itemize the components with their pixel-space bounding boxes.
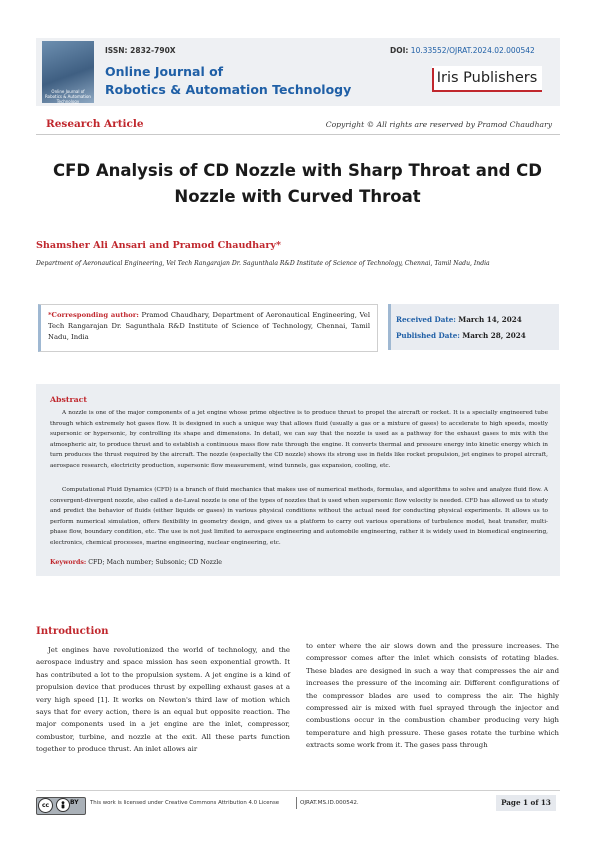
corresponding-author-text: Pramod Chaudhary, Department of Aeronautical Engineering, Vel Tech Rangarajan Dr. Sagunthala R&D Institute of Science of Technology, Chennai, Tamil Nadu, India [48,311,371,341]
received-date-value: March 14, 2024 [458,315,522,324]
introduction-heading: Introduction [36,625,109,637]
journal-name-line1: Online Journal of [105,64,224,79]
journal-cover-logo-label: Online Journal of Robotics & Automation Technology [45,89,91,104]
abstract-paragraph-2: Computational Fluid Dynamics (CFD) is a branch of fluid mechanics that makes use of numerical methods, formulas, and algorithms to solve and analyze fluid flow. A convergent-divergent nozzle, also called a de-Laval nozzle is one of the types of nozzles that is used when supersonic flow velocity is needed. CFD has allowed us to study and predict the behavior of fluids (either liquids or gases) in various physical conditions without the actual need for conducting physical experiments. It allows us to perform numerical simulation, offers flexibility in geometry design, and gives us a platform to carry out various operations of turbulence model, heat transfer, multi-phase flow, boundary condition, etc. The use is not just limited to aerospace engineering and automobile engineering, rather it is widely used in biomedical engineering, electronics, chemical processes, marine engineering, nuclear engineering, etc. [50,487,548,546]
publisher-logo: Iris Publishers [432,66,542,92]
affiliation: Department of Aeronautical Engineering, Vel Tech Rangarajan Dr. Sagunthala R&D Institute of Science of Technology, Chennai, Tamil Nadu, India [36,260,490,267]
issn: ISSN: 2832-790X [105,46,176,55]
journal-name-line2: Robotics & Automation Technology [105,82,352,97]
introduction-right-column: to enter where the air slows down and the pressure increases. The compressor comes after the inlet which consists of rotating blades. These blades are designed in such a way that compresses the air and increases the pressure of the incoming air. Different configurations of the compressor blades are used to compress the air. The highly compressed air is mixed with fuel sprayed through the injector and combustions occur in the combustion chamber producing very high temperature and high pressure. These gases rotate the turbine which extracts some work from it. The gases pass through [306,642,559,750]
published-date-label: Published Date: [396,331,460,340]
keywords-label: Keywords: [50,559,87,566]
keywords-list: CFD; Mach number; Subsonic; CD Nozzle [88,559,223,566]
article-type: Research Article [46,118,144,130]
page-number: Page 1 of 13 [496,795,556,811]
introduction-left-column: Jet engines have revolutionized the world of technology, and the aerospace industry and space mission has seen exponential growth. It has contributed a lot to the propulsion system. A jet engine is a kind of propulsion device that produces thrust by expelling exhaust gases at a very high speed [1]. It works on Newton's third law of motion which says that for every action, there is an equal but opposite reaction. The major components used in a jet engine are the inlet, compressor, combustor, turbine, and nozzle at the exit. All these parts function together to produce thrust. An inlet allows air [36,646,290,754]
footer-doi: OJRAT.MS.ID.000542. [300,800,359,806]
copyright-notice: Copyright © All rights are reserved by Pramod Chaudhary [325,120,552,129]
cc-icon: cc [38,798,53,813]
keywords [50,559,222,566]
person-icon [57,799,69,811]
doi-link[interactable]: 10.33552/OJRAT.2024.02.000542 [410,46,535,55]
published-date [396,331,526,340]
received-date [396,315,522,324]
cc-by-label: BY [70,799,79,806]
license-text: This work is licensed under Creative Commons Attribution 4.0 License [90,800,280,806]
dates-box [388,304,559,350]
header-divider [36,134,560,135]
abstract-heading: Abstract [50,395,88,404]
corresponding-author-label: *Corresponding author: [48,311,139,319]
corresponding-author [48,310,370,343]
published-date-value: March 28, 2024 [462,331,526,340]
publisher-logo-bar [432,68,434,90]
received-date-label: Received Date: [396,315,456,324]
footer-divider [36,790,560,791]
attribution-person-icon [56,798,70,812]
footer-separator [296,797,297,809]
doi [390,46,535,55]
abstract-paragraph-1: A nozzle is one of the major components of a jet engine whose prime objective is to produce thrust to propel the aircraft or rocket. It is a specially engineered tube through which extremely hot gases flow. It is designed in such a unique way that allows fluid (usually a gas or a mixture of gases) to accelerate to high speeds, mostly supersonic or hypersonic, by controlling its shape and dimensions. In detail, we can say that the nozzle is used as a pathway for the exhaust gases to mix with the atmospheric air, to produce thrust and to establish a continuous mass flow rate through the engine. It converts thermal and pressure energy into kinetic energy which in turn produces the thrust required by the aircraft. The nozzle (especially the CD nozzle) shows its strong use in fields like rocket propulsion, jet engines to propel aircraft, aerospace research, electricity production, supersonic flow measurement, wind tunnels, gas expansion, cooling, etc. [50,410,548,469]
authors: Shamsher Ali Ansari and Pramod Chaudhary* [36,240,281,251]
doi-label: DOI: [390,46,409,55]
article-title: CFD Analysis of CD Nozzle with Sharp Throat and CD Nozzle with Curved Throat [53,161,542,206]
